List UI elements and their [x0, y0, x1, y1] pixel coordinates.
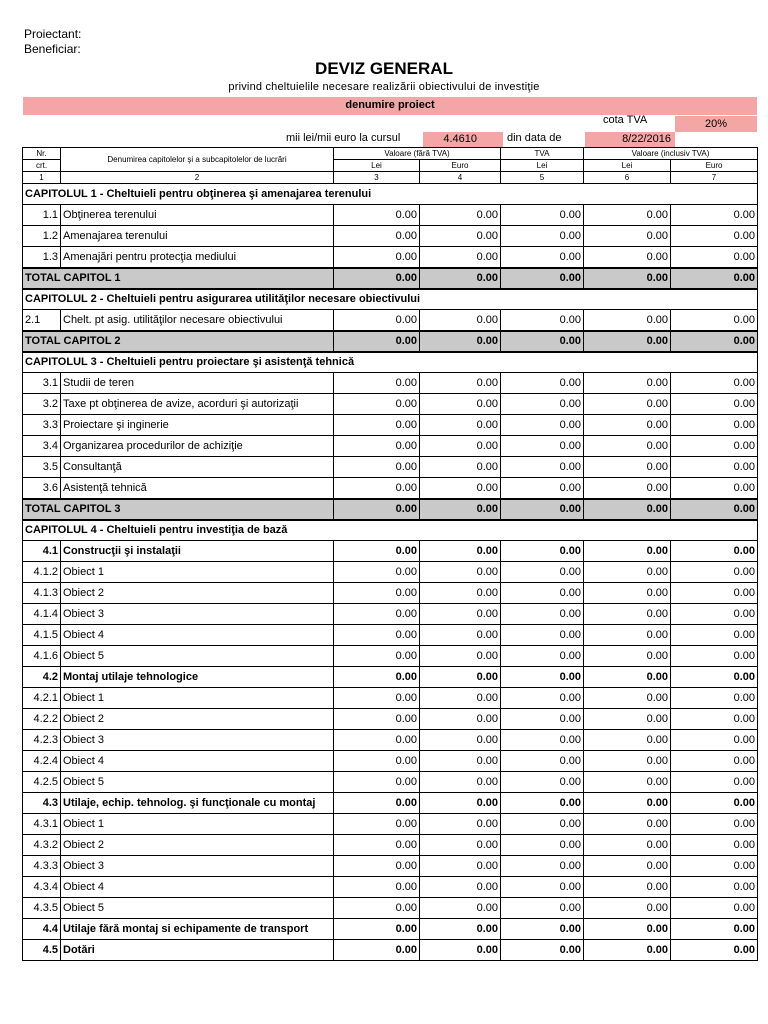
value-cell[interactable]: 0.00: [584, 898, 671, 919]
row-description: Asistenţă tehnică: [61, 478, 334, 499]
row-description: Proiectare şi inginerie: [61, 415, 334, 436]
row-number: 4.1.4: [23, 604, 61, 625]
value-cell[interactable]: 0.00: [420, 394, 501, 415]
row-description: Obiect 3: [61, 604, 334, 625]
row-number: 4.1.6: [23, 646, 61, 667]
value-cell[interactable]: 0.00: [671, 226, 758, 247]
value-cell[interactable]: 0.00: [671, 478, 758, 499]
row-description: Obiect 5: [61, 646, 334, 667]
value-cell[interactable]: 0.00: [501, 415, 584, 436]
table-row: [23, 373, 758, 394]
total-row: [23, 499, 758, 520]
value-cell[interactable]: 0.00: [420, 772, 501, 793]
value-cell[interactable]: 0.00: [420, 205, 501, 226]
section-row: [23, 940, 758, 961]
value-cell[interactable]: 0.00: [671, 709, 758, 730]
value-cell[interactable]: 0.00: [420, 415, 501, 436]
col-euro-header: Euro: [420, 160, 501, 172]
col-val-incl-header: Valoare (inclusiv TVA): [584, 148, 758, 160]
budget-table: [22, 147, 758, 961]
date-field[interactable]: 8/22/2016: [585, 132, 675, 147]
row-number: 1.2: [23, 226, 61, 247]
document-title: DEVIZ GENERAL: [315, 59, 453, 78]
value-cell[interactable]: 0.00: [501, 898, 584, 919]
table-row: [23, 436, 758, 457]
row-description: Montaj utilaje tehnologice: [61, 667, 334, 688]
value-cell[interactable]: 0.00: [501, 646, 584, 667]
value-cell[interactable]: 0.00: [334, 604, 420, 625]
value-cell[interactable]: 0.00: [334, 730, 420, 751]
section-row: [23, 919, 758, 940]
row-description: Obiect 4: [61, 877, 334, 898]
row-description: Obiect 2: [61, 835, 334, 856]
total-row: [23, 331, 758, 352]
value-cell[interactable]: 0.00: [501, 310, 584, 331]
value-cell[interactable]: 0.00: [501, 625, 584, 646]
value-cell[interactable]: 0.00: [501, 793, 584, 814]
table-row: [23, 877, 758, 898]
value-cell[interactable]: 0.00: [420, 226, 501, 247]
value-cell[interactable]: 0.00: [671, 898, 758, 919]
col-index: 7: [671, 172, 758, 184]
value-cell[interactable]: 0.00: [584, 793, 671, 814]
section-row: [23, 793, 758, 814]
row-number: 3.1: [23, 373, 61, 394]
row-number: 4.3.2: [23, 835, 61, 856]
value-cell[interactable]: 0.00: [334, 709, 420, 730]
value-cell[interactable]: 0.00: [501, 751, 584, 772]
row-number: 4.1.5: [23, 625, 61, 646]
value-cell[interactable]: 0.00: [420, 373, 501, 394]
row-number: 4.3.3: [23, 856, 61, 877]
value-cell[interactable]: 0.00: [334, 247, 420, 268]
col-index: 4: [420, 172, 501, 184]
beneficiar-label: Beneficiar:: [24, 42, 81, 56]
value-cell[interactable]: 0.00: [420, 331, 501, 352]
value-cell[interactable]: 0.00: [334, 751, 420, 772]
value-cell[interactable]: 0.00: [584, 814, 671, 835]
value-cell[interactable]: 0.00: [420, 688, 501, 709]
row-number: 4.3.4: [23, 877, 61, 898]
value-cell[interactable]: 0.00: [334, 688, 420, 709]
value-cell[interactable]: 0.00: [334, 268, 420, 289]
value-cell[interactable]: 0.00: [671, 835, 758, 856]
value-cell[interactable]: 0.00: [501, 247, 584, 268]
row-description: Obiect 4: [61, 625, 334, 646]
row-description: Construcţii şi instalaţii: [61, 541, 334, 562]
value-cell[interactable]: 0.00: [420, 625, 501, 646]
row-number: 1.3: [23, 247, 61, 268]
table-row: [23, 247, 758, 268]
value-cell[interactable]: 0.00: [334, 205, 420, 226]
col-index: 3: [334, 172, 420, 184]
section-row: [23, 667, 758, 688]
table-row: [23, 394, 758, 415]
value-cell[interactable]: 0.00: [584, 478, 671, 499]
section-row: [23, 541, 758, 562]
value-cell[interactable]: 0.00: [420, 919, 501, 940]
value-cell[interactable]: 0.00: [501, 478, 584, 499]
date-label: din data de: [507, 132, 562, 144]
col-nr-header: Nr.: [23, 148, 61, 160]
value-cell[interactable]: 0.00: [334, 919, 420, 940]
value-cell[interactable]: 0.00: [584, 394, 671, 415]
value-cell[interactable]: 0.00: [501, 919, 584, 940]
value-cell[interactable]: 0.00: [671, 331, 758, 352]
value-cell[interactable]: 0.00: [584, 415, 671, 436]
value-cell[interactable]: 0.00: [334, 499, 420, 520]
value-cell[interactable]: 0.00: [671, 268, 758, 289]
total-label: TOTAL CAPITOL 2: [23, 331, 334, 352]
row-description: Obţinerea terenului: [61, 205, 334, 226]
table-row: [23, 583, 758, 604]
value-cell[interactable]: 0.00: [584, 919, 671, 940]
value-cell[interactable]: 0.00: [584, 646, 671, 667]
value-cell[interactable]: 0.00: [420, 751, 501, 772]
value-cell[interactable]: 0.00: [584, 268, 671, 289]
table-row: [23, 625, 758, 646]
row-number: 3.4: [23, 436, 61, 457]
value-cell[interactable]: 0.00: [334, 625, 420, 646]
value-cell[interactable]: 0.00: [584, 310, 671, 331]
value-cell[interactable]: 0.00: [334, 793, 420, 814]
row-number: 4.1.3: [23, 583, 61, 604]
value-cell[interactable]: 0.00: [420, 478, 501, 499]
table-row: [23, 730, 758, 751]
value-cell[interactable]: 0.00: [420, 499, 501, 520]
value-cell[interactable]: 0.00: [671, 205, 758, 226]
row-number: 4.2.3: [23, 730, 61, 751]
value-cell[interactable]: 0.00: [501, 499, 584, 520]
row-description: Obiect 2: [61, 709, 334, 730]
value-cell[interactable]: 0.00: [501, 835, 584, 856]
value-cell[interactable]: 0.00: [501, 814, 584, 835]
row-number: 4.3: [23, 793, 61, 814]
value-cell[interactable]: 0.00: [334, 562, 420, 583]
value-cell[interactable]: 0.00: [334, 898, 420, 919]
value-cell[interactable]: 0.00: [501, 562, 584, 583]
row-number: 4.4: [23, 919, 61, 940]
chapter-row: [23, 352, 758, 373]
value-cell[interactable]: 0.00: [420, 940, 501, 961]
table-row: [23, 646, 758, 667]
value-cell[interactable]: 0.00: [671, 793, 758, 814]
value-cell[interactable]: 0.00: [501, 205, 584, 226]
proiectant-label: Proiectant:: [24, 27, 82, 41]
table-row: [23, 226, 758, 247]
row-description: Obiect 1: [61, 688, 334, 709]
col-index: 2: [61, 172, 334, 184]
value-cell[interactable]: 0.00: [420, 814, 501, 835]
row-description: Obiect 1: [61, 562, 334, 583]
value-cell[interactable]: 0.00: [334, 772, 420, 793]
col-index: 1: [23, 172, 61, 184]
value-cell[interactable]: 0.00: [671, 772, 758, 793]
value-cell[interactable]: 0.00: [671, 751, 758, 772]
value-cell[interactable]: 0.00: [671, 394, 758, 415]
value-cell[interactable]: 0.00: [420, 877, 501, 898]
table-row: [23, 751, 758, 772]
chapter-title: CAPITOLUL 3 - Cheltuieli pentru proiectare şi asistenţă tehnică: [23, 352, 758, 373]
value-cell[interactable]: 0.00: [334, 583, 420, 604]
row-description: Obiect 5: [61, 772, 334, 793]
value-cell[interactable]: 0.00: [334, 415, 420, 436]
value-cell[interactable]: 0.00: [584, 205, 671, 226]
row-description: Taxe pt obţinerea de avize, acorduri şi autorizaţii: [61, 394, 334, 415]
value-cell[interactable]: 0.00: [501, 667, 584, 688]
row-description: Dotări: [61, 940, 334, 961]
row-number: 4.2.4: [23, 751, 61, 772]
value-cell[interactable]: 0.00: [420, 898, 501, 919]
value-cell[interactable]: 0.00: [671, 541, 758, 562]
table-row: [23, 562, 758, 583]
value-cell[interactable]: 0.00: [334, 331, 420, 352]
value-cell[interactable]: 0.00: [420, 436, 501, 457]
col-crt-header: crt.: [23, 160, 61, 172]
value-cell[interactable]: 0.00: [501, 436, 584, 457]
value-cell[interactable]: 0.00: [334, 457, 420, 478]
value-cell[interactable]: 0.00: [334, 940, 420, 961]
row-number: 1.1: [23, 205, 61, 226]
value-cell[interactable]: 0.00: [501, 940, 584, 961]
col-index: 5: [501, 172, 584, 184]
table-row: [23, 478, 758, 499]
value-cell[interactable]: 0.00: [501, 268, 584, 289]
row-number: 4.3.5: [23, 898, 61, 919]
value-cell[interactable]: 0.00: [334, 373, 420, 394]
value-cell[interactable]: 0.00: [334, 814, 420, 835]
value-cell[interactable]: 0.00: [501, 394, 584, 415]
value-cell[interactable]: 0.00: [671, 940, 758, 961]
value-cell[interactable]: 0.00: [501, 373, 584, 394]
exchange-rate-field[interactable]: 4.4610: [423, 132, 503, 147]
value-cell[interactable]: 0.00: [671, 457, 758, 478]
value-cell[interactable]: 0.00: [420, 667, 501, 688]
value-cell[interactable]: 0.00: [334, 436, 420, 457]
table-row: [23, 814, 758, 835]
row-description: Obiect 3: [61, 730, 334, 751]
value-cell[interactable]: 0.00: [334, 835, 420, 856]
value-cell[interactable]: 0.00: [420, 268, 501, 289]
value-cell[interactable]: 0.00: [501, 604, 584, 625]
row-description: Studii de teren: [61, 373, 334, 394]
value-cell[interactable]: 0.00: [584, 562, 671, 583]
value-cell[interactable]: 0.00: [671, 688, 758, 709]
col-lei-header: Lei: [334, 160, 420, 172]
row-number: 4.2.1: [23, 688, 61, 709]
chapter-row: [23, 289, 758, 310]
value-cell[interactable]: 0.00: [420, 835, 501, 856]
value-cell[interactable]: 0.00: [671, 667, 758, 688]
chapter-title: CAPITOLUL 4 - Cheltuieli pentru investiţia de bază: [23, 520, 758, 541]
col-index: 6: [584, 172, 671, 184]
row-description: Obiect 1: [61, 814, 334, 835]
table-row: [23, 205, 758, 226]
chapter-row: [23, 520, 758, 541]
value-cell[interactable]: 0.00: [584, 331, 671, 352]
value-cell[interactable]: 0.00: [671, 646, 758, 667]
value-cell[interactable]: 0.00: [501, 226, 584, 247]
value-cell[interactable]: 0.00: [334, 667, 420, 688]
col-tva-header: TVA: [501, 148, 584, 160]
value-cell[interactable]: 0.00: [334, 394, 420, 415]
col-val-fara-header: Valoare (fără TVA): [334, 148, 501, 160]
value-cell[interactable]: 0.00: [501, 457, 584, 478]
row-number: 4.5: [23, 940, 61, 961]
row-description: Consultanţă: [61, 457, 334, 478]
value-cell[interactable]: 0.00: [420, 730, 501, 751]
value-cell[interactable]: 0.00: [501, 541, 584, 562]
col-tva-lei-header: Lei: [501, 160, 584, 172]
table-row: [23, 688, 758, 709]
tva-label: cota TVA: [603, 114, 648, 126]
value-cell[interactable]: 0.00: [671, 625, 758, 646]
value-cell[interactable]: 0.00: [334, 310, 420, 331]
value-cell[interactable]: 0.00: [671, 373, 758, 394]
exchange-rate-label: mii lei/mii euro la cursul: [286, 132, 401, 144]
row-number: 4.1: [23, 541, 61, 562]
value-cell[interactable]: 0.00: [671, 856, 758, 877]
value-cell[interactable]: 0.00: [334, 478, 420, 499]
value-cell[interactable]: 0.00: [501, 856, 584, 877]
value-cell[interactable]: 0.00: [671, 583, 758, 604]
value-cell[interactable]: 0.00: [584, 625, 671, 646]
col-name-header: Denumirea capitolelor şi a subcapitolelor de lucrări: [61, 148, 334, 172]
table-row: [23, 457, 758, 478]
row-number: 3.2: [23, 394, 61, 415]
row-description: Organizarea procedurilor de achiziţie: [61, 436, 334, 457]
table-row: [23, 310, 758, 331]
table-row: [23, 898, 758, 919]
value-cell[interactable]: 0.00: [671, 919, 758, 940]
total-label: TOTAL CAPITOL 3: [23, 499, 334, 520]
value-cell[interactable]: 0.00: [584, 751, 671, 772]
value-cell[interactable]: 0.00: [420, 562, 501, 583]
value-cell[interactable]: 0.00: [501, 583, 584, 604]
value-cell[interactable]: 0.00: [671, 877, 758, 898]
value-cell[interactable]: 0.00: [501, 688, 584, 709]
value-cell[interactable]: 0.00: [584, 667, 671, 688]
value-cell[interactable]: 0.00: [584, 688, 671, 709]
row-number: 4.3.1: [23, 814, 61, 835]
value-cell[interactable]: 0.00: [584, 499, 671, 520]
value-cell[interactable]: 0.00: [420, 646, 501, 667]
value-cell[interactable]: 0.00: [501, 877, 584, 898]
row-number: 4.2.5: [23, 772, 61, 793]
project-name-field[interactable]: denumire proiect: [23, 97, 757, 115]
value-cell[interactable]: 0.00: [501, 730, 584, 751]
value-cell[interactable]: 0.00: [671, 415, 758, 436]
value-cell[interactable]: 0.00: [584, 247, 671, 268]
value-cell[interactable]: 0.00: [584, 604, 671, 625]
value-cell[interactable]: 0.00: [420, 709, 501, 730]
value-cell[interactable]: 0.00: [334, 541, 420, 562]
row-description: Obiect 4: [61, 751, 334, 772]
value-cell[interactable]: 0.00: [501, 331, 584, 352]
value-cell[interactable]: 0.00: [420, 457, 501, 478]
chapter-title: CAPITOLUL 1 - Cheltuieli pentru obţinerea şi amenajarea terenului: [23, 184, 758, 205]
value-cell[interactable]: 0.00: [584, 877, 671, 898]
value-cell[interactable]: 0.00: [584, 856, 671, 877]
value-cell[interactable]: 0.00: [584, 940, 671, 961]
tva-value-field[interactable]: 20%: [675, 116, 757, 132]
row-number: 4.2.2: [23, 709, 61, 730]
value-cell[interactable]: 0.00: [420, 604, 501, 625]
table-row: [23, 604, 758, 625]
table-row: [23, 856, 758, 877]
value-cell[interactable]: 0.00: [671, 310, 758, 331]
value-cell[interactable]: 0.00: [334, 226, 420, 247]
row-number: 3.3: [23, 415, 61, 436]
table-row: [23, 415, 758, 436]
row-number: 3.6: [23, 478, 61, 499]
row-number: 4.2: [23, 667, 61, 688]
row-description: Chelt. pt asig. utilităţilor necesare obiectivului: [61, 310, 334, 331]
value-cell[interactable]: 0.00: [584, 436, 671, 457]
row-description: Obiect 3: [61, 856, 334, 877]
value-cell[interactable]: 0.00: [671, 247, 758, 268]
value-cell[interactable]: 0.00: [671, 814, 758, 835]
row-description: Utilaje fără montaj si echipamente de transport: [61, 919, 334, 940]
row-description: Utilaje, echip. tehnolog. şi funcţionale cu montaj: [61, 793, 334, 814]
value-cell[interactable]: 0.00: [501, 709, 584, 730]
value-cell[interactable]: 0.00: [584, 772, 671, 793]
value-cell[interactable]: 0.00: [334, 646, 420, 667]
row-description: Obiect 5: [61, 898, 334, 919]
value-cell[interactable]: 0.00: [671, 436, 758, 457]
row-description: Amenajarea terenului: [61, 226, 334, 247]
value-cell[interactable]: 0.00: [584, 373, 671, 394]
value-cell[interactable]: 0.00: [671, 730, 758, 751]
row-number: 4.1.2: [23, 562, 61, 583]
document-subtitle: privind cheltuielile necesare realizării obiectivului de investiţie: [228, 81, 540, 93]
value-cell[interactable]: 0.00: [420, 247, 501, 268]
total-label: TOTAL CAPITOL 1: [23, 268, 334, 289]
value-cell[interactable]: 0.00: [334, 856, 420, 877]
value-cell[interactable]: 0.00: [671, 562, 758, 583]
table-row: [23, 709, 758, 730]
value-cell[interactable]: 0.00: [584, 457, 671, 478]
value-cell[interactable]: 0.00: [420, 541, 501, 562]
value-cell[interactable]: 0.00: [584, 541, 671, 562]
chapter-title: CAPITOLUL 2 - Cheltuieli pentru asigurarea utilităţilor necesare obiectivului: [23, 289, 758, 310]
value-cell[interactable]: 0.00: [420, 856, 501, 877]
row-description: Obiect 2: [61, 583, 334, 604]
table-row: [23, 772, 758, 793]
value-cell[interactable]: 0.00: [671, 499, 758, 520]
value-cell[interactable]: 0.00: [420, 793, 501, 814]
row-number: 2.1: [23, 310, 61, 331]
col-lei-header: Lei: [584, 160, 671, 172]
row-number: 3.5: [23, 457, 61, 478]
value-cell[interactable]: 0.00: [334, 877, 420, 898]
value-cell[interactable]: 0.00: [584, 226, 671, 247]
value-cell[interactable]: 0.00: [671, 604, 758, 625]
value-cell[interactable]: 0.00: [584, 730, 671, 751]
row-description: Amenajări pentru protecţia mediului: [61, 247, 334, 268]
value-cell[interactable]: 0.00: [584, 835, 671, 856]
total-row: [23, 268, 758, 289]
col-euro-header: Euro: [671, 160, 758, 172]
value-cell[interactable]: 0.00: [584, 709, 671, 730]
value-cell[interactable]: 0.00: [420, 583, 501, 604]
value-cell[interactable]: 0.00: [501, 772, 584, 793]
value-cell[interactable]: 0.00: [584, 583, 671, 604]
value-cell[interactable]: 0.00: [420, 310, 501, 331]
table-row: [23, 835, 758, 856]
chapter-row: [23, 184, 758, 205]
